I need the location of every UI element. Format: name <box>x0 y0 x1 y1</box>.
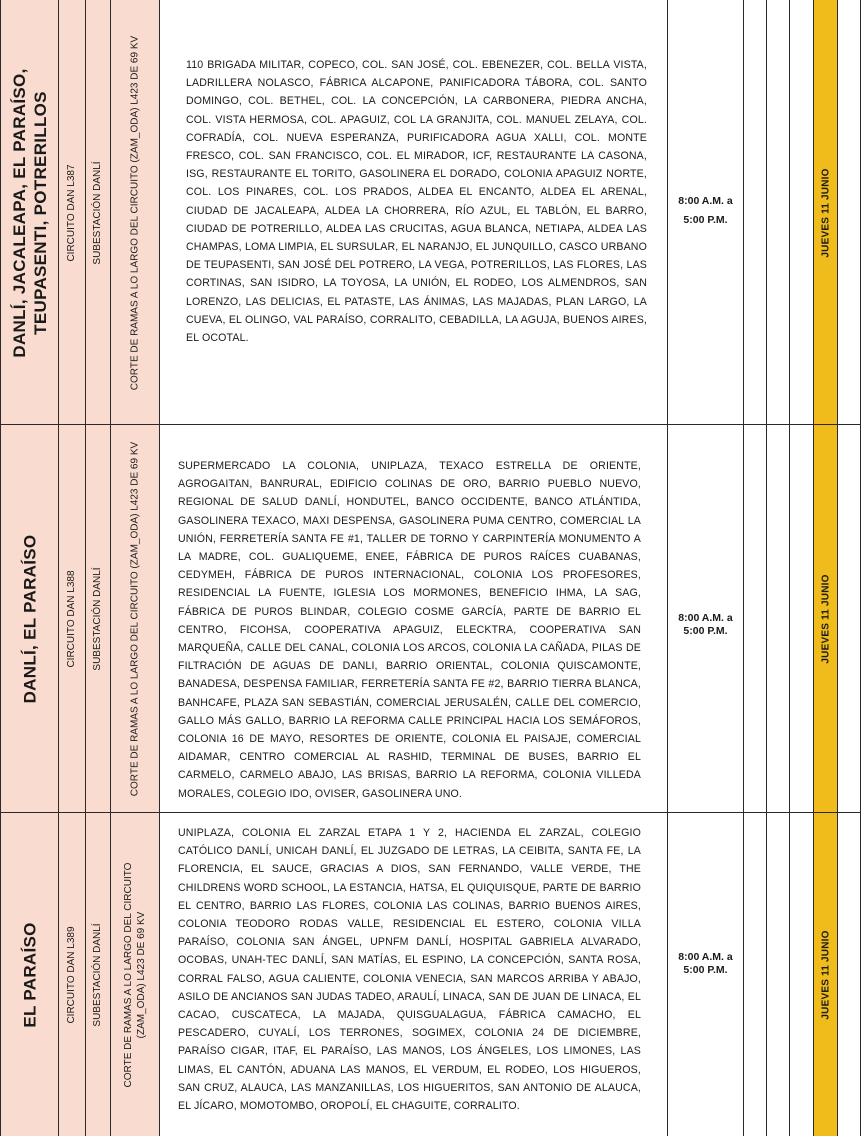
time-cell <box>668 813 744 1136</box>
work-cell <box>111 425 160 813</box>
substation-cell <box>86 813 111 1136</box>
areas-cell <box>160 0 668 425</box>
time-cell <box>668 0 744 425</box>
time-range: 8:00 A.M. a 5:00 P.M. <box>678 951 733 976</box>
work-description: CORTE DE RAMAS A LO LARGO DEL CIRCUITO (ZAM_ODA) L423 DE 69 KV <box>129 441 141 797</box>
affected-areas: 110 BRIGADA MILITAR, COPECO, COL. SAN JOSÉ, COL. EBENEZER, COL. BELLA VISTA, LADRILLERA NOLASCO, FÁBRICA ALCAPONE, PANIFICADORA TÁBORA, COL. SANTO DOMINGO, COL. BETHEL, COL. LA CONCEPCIÓN, LA CARBONERA, PIEDRA ANCHA, COL. VISTA HERMOSA, COL. APAGUIZ, COL LA GRANJITA, COL. MANUEL ZELAYA, COL. COFRADÍA, COL. NUEVA ESPERANZA, PURIFICADORA AGUA XALLI, COL. MONTE FRESCO, COL. SAN FRANCISCO, COL. EL MIRADOR, ICF, RESTAURANTE LA CASONA, ISG, RESTAURANTE EL TORITO, GASOLINERA EL DORADO, COLONIA APAGUIZ NORTE, COL. LOS PINARES, COL. LOS PRADOS, ALDEA EL ENCANTO, ALDEA EL ARENAL, CIUDAD DE JACALEAPA, ALDEA LA CHORRERA, RÍO AZUL, EL TABLÓN, EL BARRO, CIUDAD DE POTRERILLO, ALDEA LAS CRUCITAS, AGUA BLANCA, NETIAPA, ALDEA LAS CHAMPAS, LOMA LIMPIA, EL SURSULAR, EL NARANJO, EL JUNQUILLO, CASCO URBANO DE TEUPASENTI, SAN JOSÉ DEL POTRERO, LA VEGA, POTRERILLOS, LAS FLORES, LAS CORTINAS, SAN ISIDRO, LA TOYOSA, LA UNIÓN, EL RODEO, LOS ALMENDROS, SAN LORENZO, LAS DELICIAS, EL PATASTE, LAS ÁNIMAS, LAS MAJADAS, PLAN LARGO, LA CUEVA, EL OLINGO, VAL PARAÍSO, CORRALITO, CEBADILLA, LA AGUJA, BUENOS AIRES, EL OCOTAL. <box>186 59 647 345</box>
spacer-cell <box>790 813 814 1136</box>
zone-name: DANLÍ, JACALEAPA, EL PARAÍSO, TEUPASENTI, POTRERILLOS <box>9 67 50 358</box>
zone-cell <box>0 425 59 813</box>
circuit-label: CIRCUITO DAN L388 <box>66 570 77 668</box>
work-description: CORTE DE RAMAS A LO LARGO DEL CIRCUITO (ZAM_ODA) L423 DE 69 KV <box>129 35 141 390</box>
spacer-cell <box>790 425 814 813</box>
row-divider <box>0 424 861 425</box>
spacer-cell <box>838 813 861 1136</box>
substation-label: SUBESTACIÓN DANLÍ <box>92 160 103 265</box>
affected-areas: UNIPLAZA, COLONIA EL ZARZAL ETAPA 1 Y 2, HACIENDA EL ZARZAL, COLEGIO CATÓLICO DANLÍ, UNICAH DANLÍ, EL JUZGADO DE LETRAS, LA CEIBITA, SANTA FE, LA FLORENCIA, EL SAUCE, GRACIAS A DIOS, SAN FERNANDO, VALLE VERDE, THE CHILDRENS WORD SCHOOL, LA ESTANCIA, HATSA, EL QUIQUISQUE, PARTE DE BARRIO EL CENTRO, BARRIO LAS FLORES, COLONIA LAS COLINAS, BARRIO BUENOS AIRES, COLONIA TEODORO RODAS VALLE, RESIDENCIAL EL ESTERO, COLONIA VILLA PARAÍSO, COLONIA SAN ÁNGEL, UPNFM DANLÍ, HOSPITAL GABRIELA ALVARADO, OCOBAS, UNAH-TEC DANLÍ, SAN MATÍAS, EL ESPINO, LA CONCEPCIÓN, SANTA ROSA, CORRAL FALSO, AGUA CALIENTE, COLONIA VENECIA, SAN MARCOS ARRIBA Y ABAJO, ASILO DE ANCIANOS SAN JUDAS TADEO, ARAULÍ, LINACA, SAN DE JUAN DE LINACA, EL CACAO, CUSCATECA, LA MAJADA, QUISGUALAGUA, FÁBRICA CAMACHO, EL PESCADERO, CUYALÍ, LOS TERRONES, SOGIMEX, COLONIA 24 DE DICIEMBRE, PARAÍSO CIGAR, ITAF, EL PARAÍSO, LAS MANOS, LOS ÁNGELES, LOS LIMONES, LAS LIMAS, EL CANTÓN, ADUANA LAS MANOS, EL VERDUM, EL RODEO, LOS HIGUEROS, SAN CRUZ, ALAUCA, LAS MANZANILLAS, LOS HIGUERITOS, SAN ANTONIO DE ALAUCA, EL JÍCARO, MOMOTOMBO, OROPOLÍ, EL CHAGUITE, CORRALITO. <box>178 827 641 1113</box>
spacer-cell <box>744 0 767 425</box>
spacer-cell <box>767 0 790 425</box>
table-row <box>0 425 861 813</box>
spacer-cell <box>767 813 790 1136</box>
date-label: JUEVES 11 JUNIO <box>820 167 831 258</box>
date-cell <box>814 425 838 813</box>
work-description: CORTE DE RAMAS A LO LARGO DEL CIRCUITO (ZAM_ODA) L423 DE 69 KV <box>123 862 147 1087</box>
substation-label: SUBESTACIÓN DANLÍ <box>92 567 103 671</box>
time-range: 8:00 A.M. a 5:00 P.M. <box>678 612 733 637</box>
affected-areas: SUPERMERCADO LA COLONIA, UNIPLAZA, TEXACO ESTRELLA DE ORIENTE, AGROGAITAN, BANRURAL, EDIFICIO COLINAS DE ORO, BARRIO PUEBLO NUEVO, REGIONAL DE SALUD DANLÍ, HONDUTEL, BANCO OCCIDENTE, BANCO ATLÁNTIDA, GASOLINERA TEXACO, MAXI DESPENSA, GASOLINERA PUMA CENTRO, COMERCIAL LA UNIÓN, FERRETERÍA SANTA FE #1, TALLER DE TORNO Y CARPINTERÍA MONUMENTO A LA MADRE, COL. GUALIQUEME, ENEE, FÁBRICA DE PUROS RAÍCES CUABANAS, CEDYMEH, FÁBRICA DE PUROS INTERNACIONAL, COLONIA LOS PROFESORES, RESIDENCIAL LA FUENTE, IGLESIA LOS MORMONES, BENEFICIO IHMA, LA SAG, FÁBRICA DE PUROS BLINDAR, COLEGIO COSME GARCÍA, PARTE DE BARRIO EL CENTRO, FICOHSA, COOPERATIVA APAGUIZ, ELECKTRA, COOPERATIVA SAN MARQUEÑA, CALLE DEL CANAL, COLONIA LOS ARCOS, COLONIA LA CAÑADA, PILAS DE FILTRACIÓN DE AGUAS DE DANLI, BARRIO ORIENTAL, COLONIA QUISCAMONTE, BANADESA, DESPENSA FAMILIAR, FERRETERÍA SANTA FE #2, BARRIO TIERRA BLANCA, BANHCAFE, PLAZA SAN SEBASTIÁN, COMERCIAL JERUSALÉN, CALLE DEL COMERCIO, GALLO MÁS GALLO, BARRIO LA REFORMA CALLE PRINCIPAL HACIA LOS SEMÁFOROS, COLONIA 16 DE MAYO, RESORTES DE ORIENTE, COLONIA EL PAISAJE, COMERCIAL AIDAMAR, CENTRO COMERCIAL AL RASHID, TERMINAL DE BUSES, BARRIO EL CARMELO, CARMELO ABAJO, LAS BRISAS, BARRIO LA REFORMA, COLONIA VILLEDA MORALES, COLEGIO IDO, OVISER, GASOLINERA UNO. <box>178 460 641 800</box>
areas-cell <box>160 813 668 1136</box>
circuit-label: CIRCUITO DAN L387 <box>66 163 77 262</box>
date-label: JUEVES 11 JUNIO <box>820 929 831 1020</box>
areas-cell <box>160 425 668 813</box>
date-cell <box>814 0 838 425</box>
circuit-cell <box>59 425 86 813</box>
zone-cell <box>0 813 59 1136</box>
row-divider <box>0 812 861 813</box>
spacer-cell <box>744 813 767 1136</box>
zone-name: DANLÍ, EL PARAÍSO <box>20 534 39 704</box>
spacer-cell <box>790 0 814 425</box>
substation-cell <box>86 425 111 813</box>
spacer-cell <box>767 425 790 813</box>
date-cell <box>814 813 838 1136</box>
zone-cell <box>0 0 59 425</box>
zone-name: EL PARAÍSO <box>20 921 39 1028</box>
circuit-cell <box>59 0 86 425</box>
spacer-cell <box>838 0 861 425</box>
date-label: JUEVES 11 JUNIO <box>820 574 831 664</box>
circuit-label: CIRCUITO DAN L389 <box>66 925 77 1024</box>
spacer-cell <box>744 425 767 813</box>
work-cell <box>111 813 160 1136</box>
spacer-cell <box>838 425 861 813</box>
substation-label: SUBESTACIÓN DANLÍ <box>92 922 103 1027</box>
work-cell <box>111 0 160 425</box>
circuit-cell <box>59 813 86 1136</box>
table-row <box>0 813 861 1136</box>
substation-cell <box>86 0 111 425</box>
table-row <box>0 0 861 425</box>
time-cell <box>668 425 744 813</box>
time-range: 8:00 A.M. a 5:00 P.M. <box>678 195 733 226</box>
